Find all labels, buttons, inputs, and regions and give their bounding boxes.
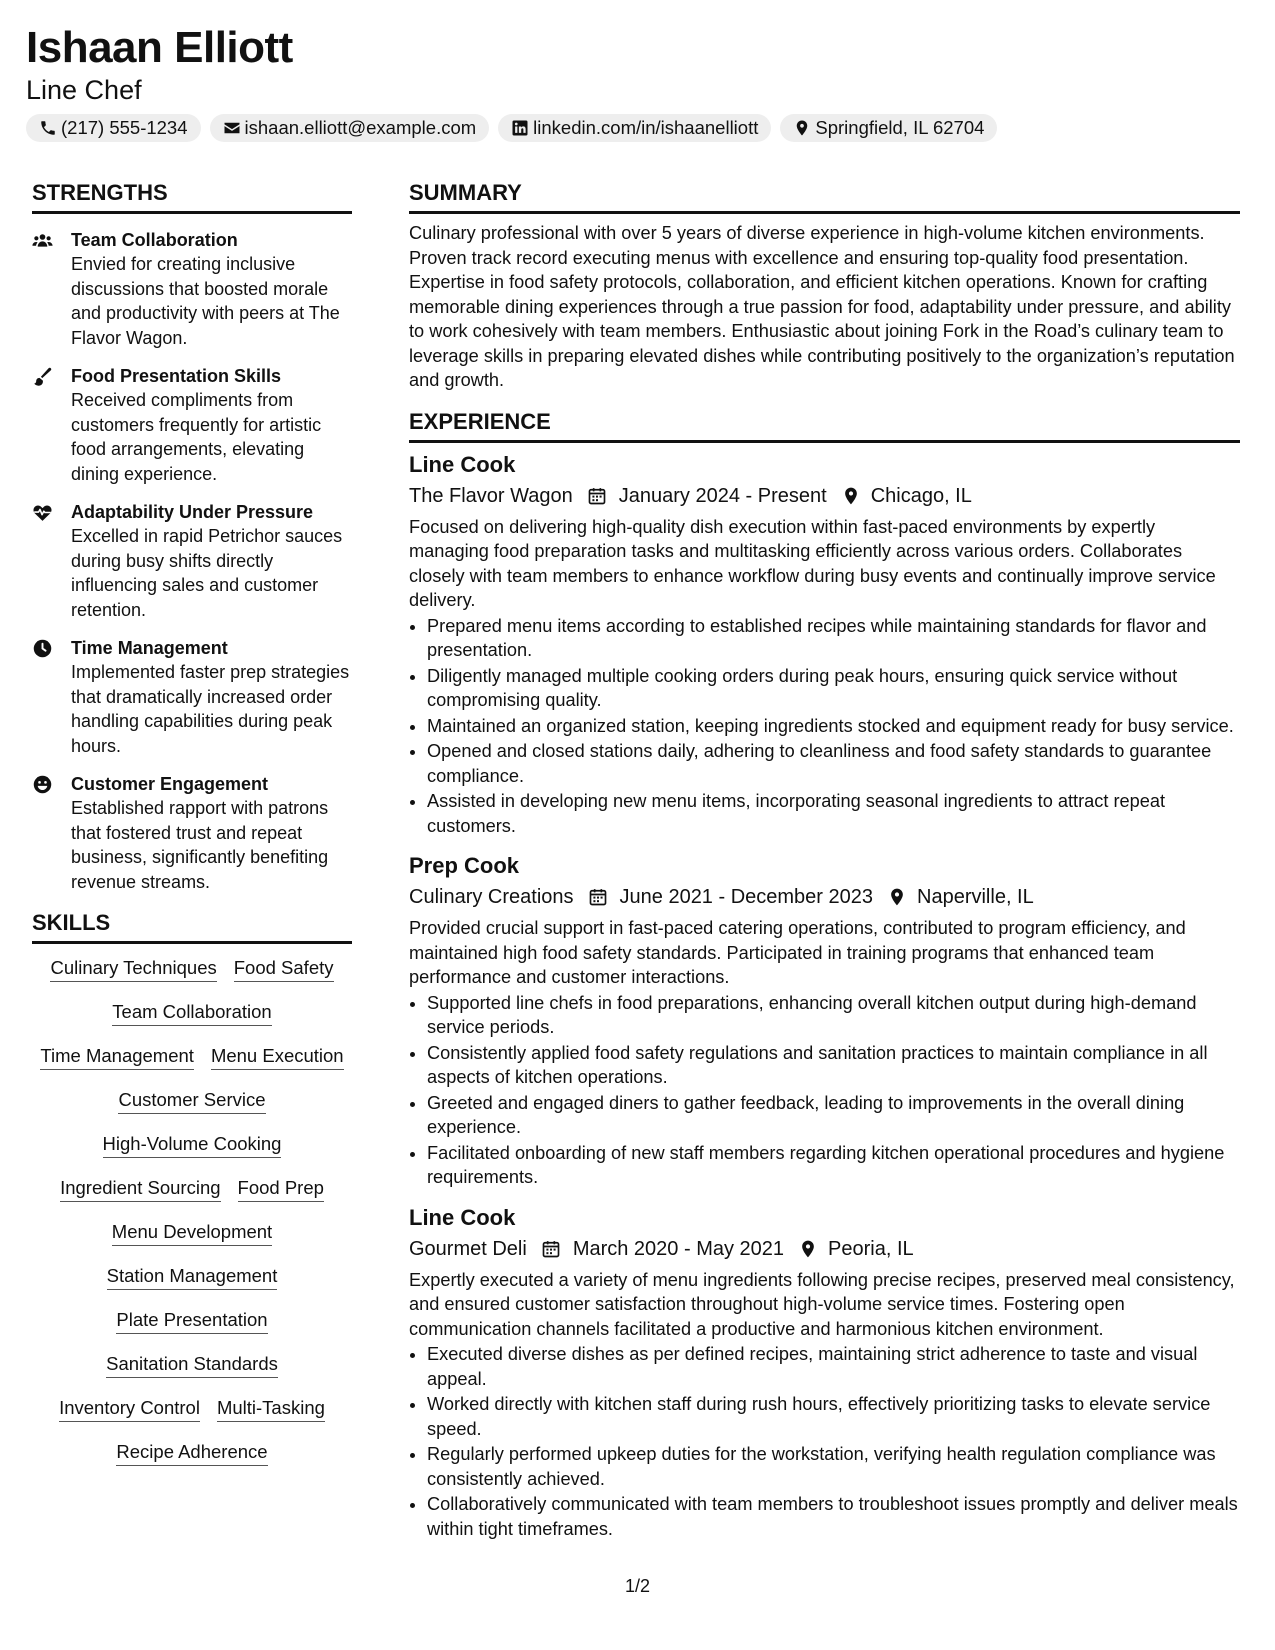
job-bullet: • Assisted in developing new menu items, incorporating seasonal ingredients to attract repeat customers. bbox=[427, 789, 1240, 838]
strength-title: Customer Engagement bbox=[71, 774, 269, 794]
job-bullets bbox=[409, 1342, 1240, 1541]
calendar-icon bbox=[588, 887, 608, 907]
job-bullets bbox=[409, 991, 1240, 1190]
skill-tag: Food Safety bbox=[234, 956, 334, 982]
job-meta bbox=[409, 1234, 1240, 1264]
page-number: 1/2 bbox=[624, 1576, 651, 1596]
experience-section bbox=[409, 407, 1240, 1542]
contact-location[interactable] bbox=[780, 114, 997, 142]
job-description: Expertly executed a variety of menu ingredients following precise recipes, preserved meal consistency, and ensured customer satisfaction throughout high-volume service times. Fostering open communication channels facilitated a productive and harmonious kitchen environment. bbox=[409, 1269, 1235, 1339]
users-icon bbox=[32, 230, 53, 251]
skills-list bbox=[32, 956, 352, 1466]
job-bullet: • Facilitated onboarding of new staff members regarding kitchen operational procedures and hygiene requirements. bbox=[427, 1141, 1240, 1190]
candidate-name: Ishaan Elliott bbox=[26, 23, 293, 72]
contact-bar bbox=[26, 114, 997, 142]
skill-tag: Multi-Tasking bbox=[217, 1396, 325, 1422]
job-bullet: • Greeted and engaged diners to gather feedback, leading to improvements in the overall dining experience. bbox=[427, 1091, 1240, 1140]
strengths-section bbox=[32, 178, 352, 894]
job-bullet: • Opened and closed stations daily, adhering to cleanliness and food safety standards to guarantee compliance. bbox=[427, 739, 1240, 788]
skill-tag: Ingredient Sourcing bbox=[60, 1176, 220, 1202]
job-location: Peoria, IL bbox=[828, 1237, 914, 1260]
job-meta bbox=[409, 882, 1240, 912]
contact-email-text: ishaan.elliott@example.com bbox=[244, 117, 477, 138]
job-bullet: • Maintained an organized station, keeping ingredients stocked and equipment ready for busy service. bbox=[427, 714, 1240, 739]
skill-tag: Culinary Techniques bbox=[50, 956, 216, 982]
strengths-heading: STRENGTHS bbox=[32, 180, 168, 205]
summary-text: Culinary professional with over 5 years of diverse experience in high-volume kitchen environments. Proven track record executing menus with excellence and ensuring top-quality food presentation. Expertise in food safety protocols, collaboration, and efficient kitchen operations. Known for crafting memorable dining experiences through a true passion for food, adaptability under pressure, and ability to work cohesively with team members. Enthusiastic about joining Fork in the Road’s culinary team to leverage skills in preparing elevated dishes while contributing positively to the organization’s reputation and growth. bbox=[409, 223, 1235, 390]
strength-title: Adaptability Under Pressure bbox=[71, 502, 314, 522]
job-company: Culinary Creations bbox=[409, 886, 574, 908]
job-dates: March 2020 - May 2021 bbox=[572, 1237, 785, 1260]
contact-linkedin-text: linkedin.com/in/ishaanelliott bbox=[533, 117, 759, 138]
summary-heading: SUMMARY bbox=[409, 180, 522, 205]
section-divider bbox=[409, 211, 1240, 214]
skill-tag: Time Management bbox=[40, 1044, 194, 1070]
job-bullet: • Collaboratively communicated with team members to troubleshoot issues promptly and deliver meals within tight timeframes. bbox=[427, 1492, 1240, 1541]
strength-item bbox=[32, 636, 352, 758]
section-divider bbox=[32, 211, 352, 214]
strength-title: Food Presentation Skills bbox=[71, 366, 282, 386]
strength-description: Implemented faster prep strategies that dramatically increased order handling capabilities during peak hours. bbox=[71, 662, 350, 756]
skill-tag: Station Management bbox=[107, 1264, 278, 1290]
job-bullet: • Prepared menu items according to established recipes while maintaining standards for flavor and presentation. bbox=[427, 614, 1240, 663]
strength-title: Time Management bbox=[71, 638, 228, 658]
contact-phone-text: (217) 555-1234 bbox=[61, 117, 188, 138]
contact-phone[interactable] bbox=[26, 114, 201, 142]
envelope-icon bbox=[223, 119, 241, 137]
job-title: Prep Cook bbox=[409, 853, 520, 878]
contact-linkedin[interactable] bbox=[498, 114, 771, 142]
phone-icon bbox=[39, 119, 57, 137]
summary-section bbox=[409, 178, 1240, 393]
job-title: Line Cook bbox=[409, 451, 516, 477]
map-pin-icon bbox=[841, 486, 861, 506]
skill-tag: Food Prep bbox=[238, 1176, 324, 1202]
job-company: The Flavor Wagon bbox=[409, 484, 573, 507]
strength-item bbox=[32, 228, 352, 350]
smile-icon bbox=[32, 774, 53, 795]
skill-tag: Menu Execution bbox=[211, 1044, 344, 1070]
map-pin-icon bbox=[793, 119, 811, 137]
job-bullet: • Consistently applied food safety regulations and sanitation practices to maintain compliance in all aspects of kitchen operations. bbox=[427, 1041, 1240, 1090]
strength-title: Team Collaboration bbox=[71, 230, 238, 250]
skill-tag: Recipe Adherence bbox=[116, 1440, 267, 1466]
strength-description: Received compliments from customers frequently for artistic food arrangements, elevating dining experience. bbox=[71, 390, 322, 484]
skill-tag: Inventory Control bbox=[59, 1396, 200, 1422]
job-bullet: • Supported line chefs in food preparations, enhancing overall kitchen output during high-demand service periods. bbox=[427, 991, 1240, 1040]
skill-tag: High-Volume Cooking bbox=[103, 1132, 282, 1158]
skills-section bbox=[32, 908, 352, 1466]
job-meta bbox=[409, 481, 1240, 511]
heartbeat-icon bbox=[32, 502, 53, 523]
job-bullet: • Diligently managed multiple cooking orders during peak hours, ensuring quick service without compromising quality. bbox=[427, 664, 1240, 713]
calendar-icon bbox=[541, 1239, 561, 1259]
job-entry bbox=[409, 450, 1240, 839]
section-divider bbox=[32, 941, 352, 944]
job-bullet: • Executed diverse dishes as per defined recipes, maintaining strict adherence to taste and visual appeal. bbox=[427, 1342, 1240, 1391]
strength-item bbox=[32, 772, 352, 894]
strength-description: Excelled in rapid Petrichor sauces during busy shifts directly influencing sales and customer retention. bbox=[71, 526, 343, 620]
job-location: Chicago, IL bbox=[870, 484, 972, 507]
job-bullet: • Regularly performed upkeep duties for the workstation, verifying health regulation compliance was consistently achieved. bbox=[427, 1442, 1240, 1491]
skill-tag: Customer Service bbox=[118, 1088, 265, 1114]
contact-location-text: Springfield, IL 62704 bbox=[815, 117, 985, 138]
skill-tag: Sanitation Standards bbox=[106, 1352, 278, 1378]
skill-tag: Menu Development bbox=[112, 1220, 272, 1246]
job-company: Gourmet Deli bbox=[409, 1237, 527, 1260]
job-dates: January 2024 - Present bbox=[618, 484, 827, 507]
job-bullet: • Worked directly with kitchen staff during rush hours, effectively prioritizing tasks to elevate service speed. bbox=[427, 1392, 1240, 1441]
job-title: Line Cook bbox=[409, 1204, 516, 1230]
map-pin-icon bbox=[887, 887, 907, 907]
paintbrush-icon bbox=[32, 366, 53, 387]
experience-heading: EXPERIENCE bbox=[409, 408, 551, 434]
job-entry bbox=[409, 1203, 1240, 1542]
right-column bbox=[409, 178, 1240, 1542]
strength-item bbox=[32, 500, 352, 622]
strength-description: Established rapport with patrons that fostered trust and repeat business, significantly benefiting revenue streams. bbox=[71, 798, 329, 892]
strength-item bbox=[32, 364, 352, 486]
map-pin-icon bbox=[798, 1239, 818, 1259]
calendar-icon bbox=[587, 486, 607, 506]
strength-description: Envied for creating inclusive discussions that boosted morale and productivity with peers at The Flavor Wagon. bbox=[71, 254, 340, 348]
clock-icon bbox=[32, 638, 53, 659]
linkedin-icon bbox=[511, 119, 529, 137]
skills-heading: SKILLS bbox=[32, 910, 111, 935]
job-bullets bbox=[409, 614, 1240, 839]
left-column bbox=[32, 178, 352, 1466]
candidate-role: Line Chef bbox=[26, 75, 142, 105]
job-location: Naperville, IL bbox=[917, 886, 1034, 908]
skill-tag: Plate Presentation bbox=[116, 1308, 267, 1334]
job-description: Focused on delivering high-quality dish execution within fast-paced environments by expertly managing food preparation tasks and multitasking efficiently across various orders. Collaborates closely with team members to enhance workflow during busy events and continually improve service delivery. bbox=[409, 516, 1216, 610]
skill-tag: Team Collaboration bbox=[112, 1000, 271, 1026]
section-divider bbox=[409, 440, 1240, 443]
job-dates: June 2021 - December 2023 bbox=[619, 886, 874, 908]
contact-email[interactable] bbox=[210, 114, 490, 142]
job-description: Provided crucial support in fast-paced catering operations, contributed to program efficiency, and maintained high food safety standards. Participated in training programs that enhanced team performance and customer interactions. bbox=[409, 918, 1186, 987]
job-entry bbox=[409, 851, 1240, 1190]
